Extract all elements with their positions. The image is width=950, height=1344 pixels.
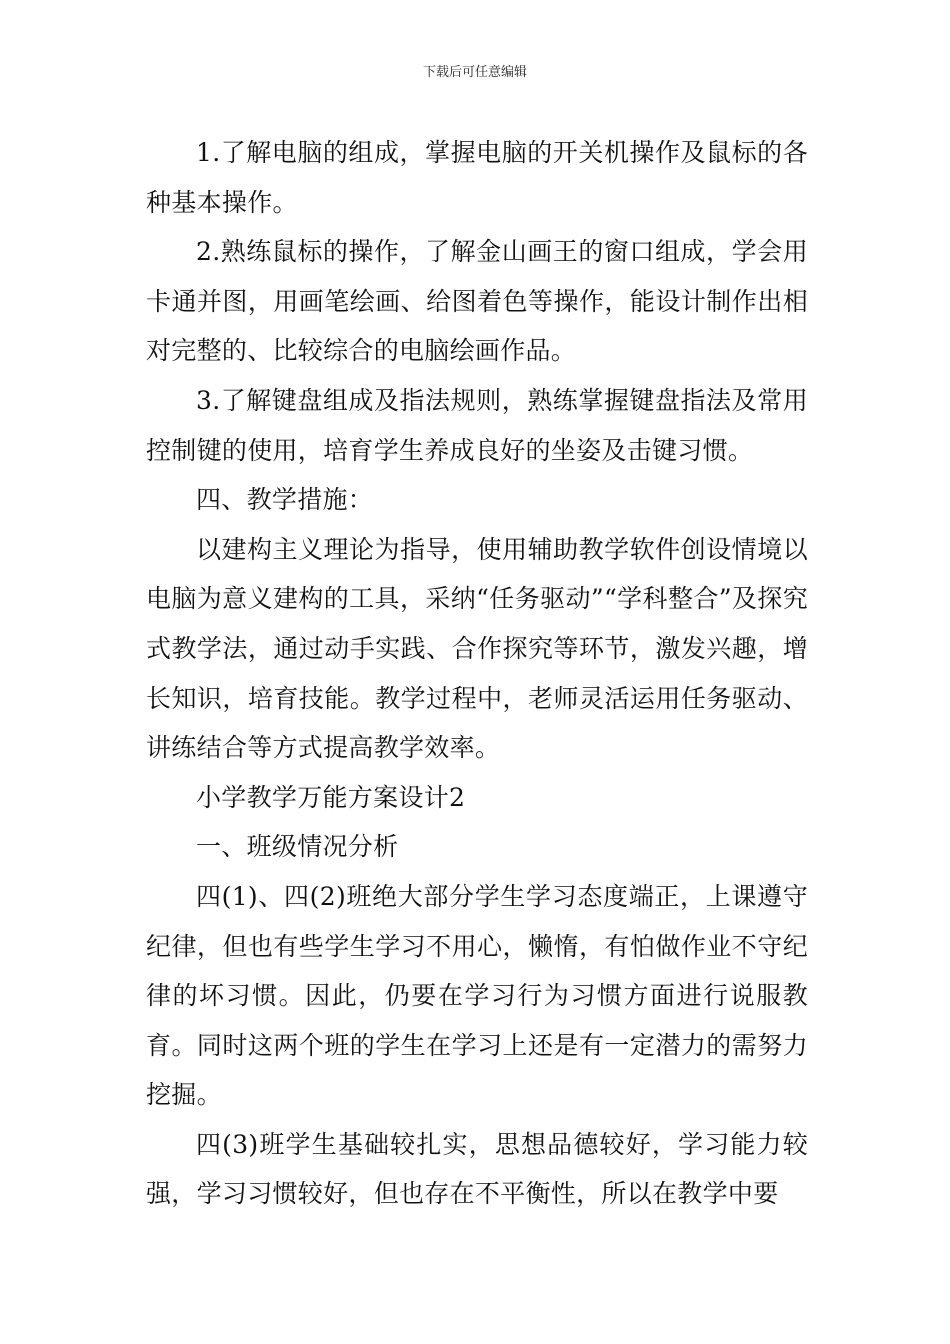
teaching-measures-paragraph: 以建构主义理论为指导，使用辅助教学软件创设情境以电脑为意义建构的工具，采纳“任务驱动”“学科整合”及探究式教学法，通过动手实践、合作探究等环节，激发兴趣，增长知识，培育技能。教学过程中，老师灵活运用任务驱动、讲练结合等方式提高教学效率。 [146, 534, 808, 763]
page-header-note: 下载后可任意编辑 [422, 65, 527, 80]
class-analysis-paragraph-2: 四(3)班学生基础较扎实，思想品德较好，学习能力较强，学习习惯较好，但也存在不平衡性，所以在教学中要 [146, 1129, 808, 1209]
goal-paragraph-2: 2.熟练鼠标的操作，了解金山画王的窗口组成，学会用卡通并图，用画笔绘画、给图着色等操作，能设计制作出相对完整的、比较综合的电脑绘画作品。 [146, 237, 808, 366]
document-subtitle: 小学教学万能方案设计2 [196, 782, 466, 812]
section-heading-class-analysis: 一、班级情况分析 [196, 832, 399, 862]
goal-paragraph-3: 3.了解键盘组成及指法规则，熟练掌握键盘指法及常用控制键的使用，培育学生养成良好的坐姿及击键习惯。 [146, 385, 808, 465]
class-analysis-paragraph-1: 四(1)、四(2)班绝大部分学生学习态度端正，上课遵守纪律，但也有些学生学习不用心，懒惰，有怕做作业不守纪律的坏习惯。因此，仍要在学习行为习惯方面进行说服教育。同时这两个班的学生在学习上还是有一定潜力的需努力挖掘。 [146, 881, 808, 1110]
document-body [146, 128, 808, 1219]
goal-paragraph-1: 1.了解电脑的组成，掌握电脑的开关机操作及鼠标的各种基本操作。 [146, 138, 808, 217]
section-heading-teaching-measures: 四、教学措施： [196, 485, 374, 515]
